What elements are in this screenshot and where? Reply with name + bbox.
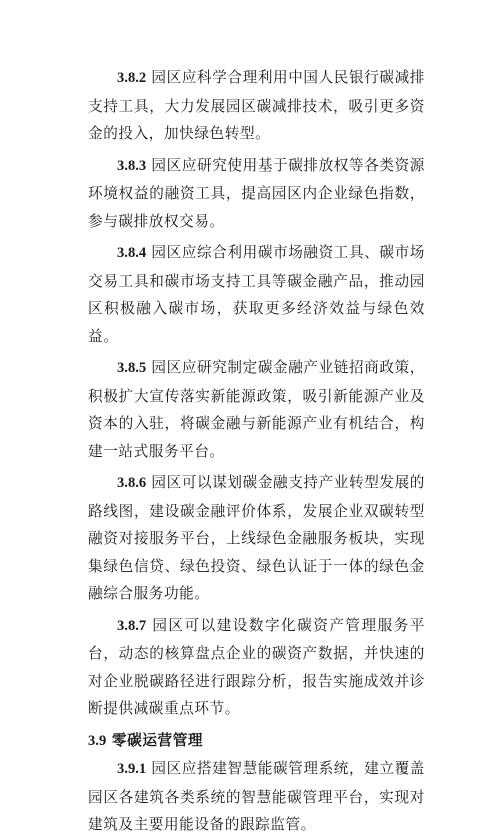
clause-number: 3.8.4: [117, 245, 147, 261]
clause-number: 3.8.5: [117, 360, 147, 376]
clause-text: 园区应综合利用碳市场融资工具、碳市场交易工具和碳市场支持工具等碳金融产品，推动园区积极融入碳市场，获取更多经济效益与绿色效益。: [88, 244, 425, 345]
section-title: 零碳运营管理: [106, 731, 204, 749]
clause-text: 园区可以建设数字化碳资产管理服务平台，动态的核算盘点企业的碳资产数据，并快速的对企业脱碳路径进行跟踪分析，报告实施成效并诊断提供减碳重点环节。: [88, 616, 425, 717]
clause-number: 3.8.7: [117, 617, 147, 634]
clause-text: 园区应研究使用基于碳排放权等各类资源环境权益的融资工具，提高园区内企业绿色指数，参与碳排放权交易。: [88, 156, 425, 230]
paragraph-3-8-5: [88, 354, 425, 465]
clause-number: 3.8.2: [117, 70, 147, 86]
clause-text: 园区应科学合理利用中国人民银行碳减排支持工具，大力发展园区碳减排技术，吸引更多资金的投入，加快绿色转型。: [88, 69, 425, 142]
paragraph-3-8-3: [88, 152, 425, 236]
paragraph-3-9-1: [88, 755, 425, 839]
clause-number: 3.8.3: [117, 157, 147, 174]
paragraph-3-8-7: [88, 612, 425, 723]
clause-text: 园区应搭建智慧能碳管理系统，建立覆盖园区各建筑各类系统的智慧能碳管理平台，实现对建筑及主要用能设备的跟踪监管。: [88, 760, 425, 833]
paragraph-3-8-6: [88, 469, 425, 608]
paragraph-3-8-4: [88, 239, 425, 350]
clause-number: 3.9.1: [117, 761, 147, 777]
section-heading-3-9: [88, 727, 425, 756]
section-number: 3.9: [88, 732, 107, 749]
clause-number: 3.8.6: [117, 475, 147, 491]
document-body: [88, 64, 425, 839]
paragraph-3-8-2: [88, 64, 425, 148]
clause-text: 园区可以谋划碳金融支持产业转型发展的路线图，建设碳金融评价体系，发展企业双碳转型融资对接服务平台，上线绿色金融服务板块，实现集绿色信贷、绿色投资、绿色认证于一体的绿色金融综合服务功能。: [88, 474, 425, 602]
clause-text: 园区应研究制定碳金融产业链招商政策，积极扩大宣传落实新能源政策，吸引新能源产业及资本的入驻，将碳金融与新能源产业有机结合，构建一站式服务平台。: [88, 359, 425, 460]
